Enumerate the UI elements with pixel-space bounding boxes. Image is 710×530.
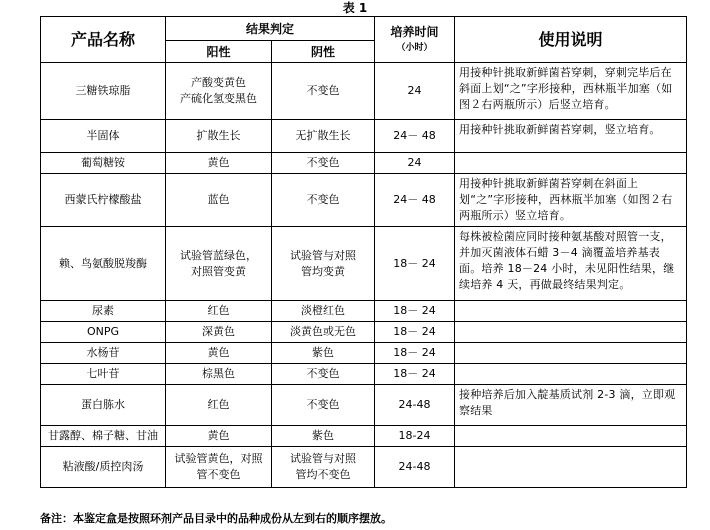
- positive-result-cell: 蓝色: [166, 174, 272, 227]
- usage-cell: 接种培养后加入靛基质试剂 2-3 滴，立即观察结果: [455, 385, 687, 426]
- culture-time-cell: 18－ 24: [375, 364, 455, 385]
- footnote: 备注：本鉴定盒是按照环剂产品目录中的品种成份从左到右的顺序摆放。: [40, 512, 392, 525]
- culture-time-cell: 18－ 24: [375, 322, 455, 343]
- product-name-cell: 尿素: [41, 301, 166, 322]
- table-row: [41, 385, 687, 426]
- negative-result-cell: 无扩散生长: [272, 120, 375, 153]
- culture-time-cell: 24－ 48: [375, 120, 455, 153]
- negative-result-cell: 试验管与对照 管均不变色: [272, 447, 375, 488]
- usage-cell: [455, 447, 687, 488]
- header-row-top: [41, 17, 687, 41]
- positive-result-cell: 产酸变黄色 产硫化氢变黑色: [166, 63, 272, 120]
- positive-result-cell: 试验管黄色，对照 管不变色: [166, 447, 272, 488]
- negative-result-cell: 紫色: [272, 426, 375, 447]
- positive-result-cell: 黄色: [166, 343, 272, 364]
- table-row: [41, 364, 687, 385]
- header-product-name: 产品名称: [41, 17, 166, 63]
- usage-cell: [455, 153, 687, 174]
- culture-time-cell: 18－ 24: [375, 343, 455, 364]
- table-row: [41, 63, 687, 120]
- negative-result-cell: 不变色: [272, 63, 375, 120]
- negative-result-cell: 不变色: [272, 385, 375, 426]
- table-row: [41, 322, 687, 343]
- header-time: [375, 17, 455, 63]
- table-row: [41, 227, 687, 301]
- header-result: 结果判定: [166, 17, 375, 41]
- culture-time-cell: 24: [375, 63, 455, 120]
- negative-result-cell: 紫色: [272, 343, 375, 364]
- usage-cell: 用接种针挑取新鲜菌苔穿刺，穿刺完毕后在斜面上划“之”字形接种，西林瓶半加塞（如图２右两瓶所示）后竖立培育。: [455, 63, 687, 120]
- product-name-cell: 粘液酸/质控肉汤: [41, 447, 166, 488]
- positive-result-cell: 试验管蓝绿色， 对照管变黄: [166, 227, 272, 301]
- positive-result-cell: 黄色: [166, 426, 272, 447]
- product-name-cell: 半固体: [41, 120, 166, 153]
- usage-cell: 每株被检菌应同时接种氨基酸对照管一支，并加灭菌液体石蜡 3－4 滴覆盖培养基表面。培养 18－24 小时，未见阳性结果，继续培养 4 天，再做最终结果判定。: [455, 227, 687, 301]
- usage-cell: [455, 426, 687, 447]
- table-row: [41, 301, 687, 322]
- negative-result-cell: 不变色: [272, 174, 375, 227]
- culture-time-cell: 24: [375, 153, 455, 174]
- product-name-cell: 蛋白胨水: [41, 385, 166, 426]
- usage-cell: [455, 343, 687, 364]
- usage-cell: 用接种针挑取新鲜菌苔穿刺，竖立培育。: [455, 120, 687, 153]
- table-caption: 表 1: [342, 1, 368, 15]
- product-name-cell: 七叶苷: [41, 364, 166, 385]
- header-time-label: 培养时间: [390, 24, 439, 39]
- culture-time-cell: 18－ 24: [375, 301, 455, 322]
- product-name-cell: 西蒙氏柠檬酸盐: [41, 174, 166, 227]
- negative-result-cell: 淡橙红色: [272, 301, 375, 322]
- culture-time-cell: 18-24: [375, 426, 455, 447]
- table-row: [41, 174, 687, 227]
- culture-time-cell: 24-48: [375, 385, 455, 426]
- negative-result-cell: 不变色: [272, 153, 375, 174]
- table-row: [41, 343, 687, 364]
- header-usage: 使用说明: [455, 17, 687, 63]
- culture-time-cell: 18－ 24: [375, 227, 455, 301]
- usage-cell: 用接种针挑取新鲜菌苔穿刺在斜面上划“之”字形接种，西林瓶半加塞（如图２右两瓶所示）竖立培育。: [455, 174, 687, 227]
- negative-result-cell: 淡黄色或无色: [272, 322, 375, 343]
- table-row: [41, 447, 687, 488]
- identification-table: [40, 16, 687, 488]
- product-name-cell: ONPG: [41, 322, 166, 343]
- product-name-cell: 水杨苷: [41, 343, 166, 364]
- negative-result-cell: 不变色: [272, 364, 375, 385]
- positive-result-cell: 深黄色: [166, 322, 272, 343]
- positive-result-cell: 黄色: [166, 153, 272, 174]
- table-row: [41, 426, 687, 447]
- positive-result-cell: 红色: [166, 385, 272, 426]
- table-row: [41, 120, 687, 153]
- positive-result-cell: 扩散生长: [166, 120, 272, 153]
- usage-cell: [455, 322, 687, 343]
- usage-cell: [455, 301, 687, 322]
- negative-result-cell: 试验管与对照 管均变黄: [272, 227, 375, 301]
- culture-time-cell: 24－ 48: [375, 174, 455, 227]
- positive-result-cell: 红色: [166, 301, 272, 322]
- product-name-cell: 三糖铁琼脂: [41, 63, 166, 120]
- product-name-cell: 葡萄糖铵: [41, 153, 166, 174]
- table-row: [41, 153, 687, 174]
- positive-result-cell: 棕黑色: [166, 364, 272, 385]
- product-name-cell: 赖、鸟氨酸脱羧酶: [41, 227, 166, 301]
- product-name-cell: 甘露醇、棉子糖、甘油: [41, 426, 166, 447]
- header-positive: 阳性: [166, 41, 272, 63]
- culture-time-cell: 24-48: [375, 447, 455, 488]
- header-negative: 阴性: [272, 41, 375, 63]
- usage-cell: [455, 364, 687, 385]
- header-time-unit: （小时）: [396, 42, 433, 53]
